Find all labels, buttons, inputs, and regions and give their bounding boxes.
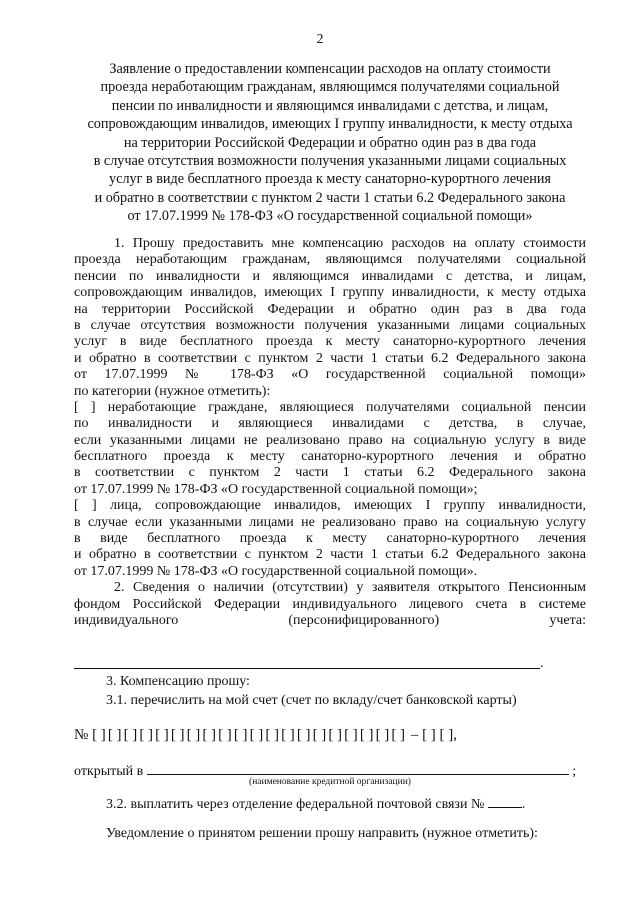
bank-caption: (наименование кредитной организации) xyxy=(249,777,411,787)
para-line: по категории (нужное отметить): xyxy=(74,383,271,399)
option-line: в случае если указанными лицами не реализовано право на социальную услугу xyxy=(74,514,586,530)
option-line: если указанными лицами не реализовано право на социальную услугу в виде xyxy=(74,432,586,448)
title-line: пенсии по инвалидности и являющимся инвалидами с детства, и лицам, xyxy=(111,97,549,114)
bank-name-field[interactable] xyxy=(147,760,569,775)
paragraph-2 xyxy=(74,580,586,629)
account-digit-box[interactable]: [ ] xyxy=(375,727,390,743)
title-line: Заявление о предоставлении компенсации расходов на оплату стоимости xyxy=(109,61,551,77)
account-digit-box[interactable]: [ ] xyxy=(359,727,374,743)
account-digit-box[interactable]: [ ] xyxy=(92,727,106,743)
option-line: и обратно в соответствии с пунктом 2 части 1 статьи 6.2 Федерального закона xyxy=(74,547,586,563)
option-line: от 17.07.1999 № 178-ФЗ «О государственной социальной помощи»; xyxy=(74,481,478,497)
account-digit-box[interactable]: [ ] xyxy=(296,727,311,743)
option-line: по инвалидности и являющиеся инвалидами с детства, в случае, xyxy=(74,416,586,432)
paragraph-1 xyxy=(74,236,586,629)
opened-in-end: ; xyxy=(572,764,577,779)
dot-mark: . xyxy=(540,656,544,671)
category-option-1[interactable] xyxy=(74,400,586,498)
account-digit-box[interactable]: [ ] xyxy=(155,727,169,743)
para-line: в случае отсутствия возможности получения указанными лицами социальных xyxy=(74,317,586,333)
account-digit-box[interactable]: [ ] xyxy=(139,727,154,743)
notice-text: Уведомление о принятом решении прошу направить (нужное отметить): xyxy=(106,826,538,841)
account-digit-box[interactable]: [ ] xyxy=(170,727,185,743)
option-line: в виде бесплатного проезда к месту санаторно-курортного лечения xyxy=(74,531,586,547)
para-line: 1. Прошу предоставить мне компенсацию расходов на оплату стоимости xyxy=(114,236,586,251)
account-digit-box[interactable]: [ ] xyxy=(249,727,264,743)
para-line: на территории Российской Федерации и обратно один раз в два года xyxy=(74,301,586,317)
account-digit-box[interactable]: [ ] xyxy=(107,727,122,743)
title-line: услуг в виде бесплатного проезда к месту санаторно-курортного лечения xyxy=(109,171,551,188)
para-3-heading: 3. Компенсацию прошу: xyxy=(106,674,250,689)
option-line: бесплатного проезда к месту санаторно-курортного лечения и обратно xyxy=(74,449,586,465)
para-3-1-text: 3.1. перечислить на мой счет (счет по вкладу/счет банковской карты) xyxy=(106,693,517,708)
para-line: фондом Российской Федерации индивидуального лицевого счета в системе xyxy=(74,596,586,612)
account-digit-box[interactable]: [ ] xyxy=(328,727,343,743)
document-title xyxy=(60,60,600,226)
account-digit-box[interactable]: [ ] xyxy=(391,727,406,743)
option-line: от 17.07.1999 № 178-ФЗ «О государственной социальной помощи». xyxy=(74,563,478,579)
para-3-1-row xyxy=(74,693,586,709)
para-3-2-row xyxy=(74,793,586,813)
para-3-2-text: 3.2. выплатить через отделение федеральной почтовой связи № xyxy=(106,797,485,812)
account-digit-box[interactable]: [ ] xyxy=(218,727,232,743)
option-line: [ ] лица, сопровождающие инвалидов, имеющих I группу инвалидности, xyxy=(74,498,586,514)
opened-in-label: открытый в xyxy=(74,764,144,779)
account-digit-box[interactable]: [ ] xyxy=(202,727,217,743)
title-line: на территории Российской Федерации и обратно один раз в два года xyxy=(123,134,537,151)
pension-account-answer-line[interactable] xyxy=(74,668,540,669)
para-3-heading-row xyxy=(74,674,586,690)
para-line: от 17.07.1999 № 178-ФЗ «О государственной социальной помощи» xyxy=(74,367,586,383)
category-option-2[interactable] xyxy=(74,498,586,580)
account-suffix: – [ ] [ ], xyxy=(410,727,458,743)
para-line: и обратно в соответствии с пунктом 2 части 1 статьи 6.2 Федерального закона xyxy=(74,350,586,366)
para-line: сопровождающим инвалидов, имеющих I группу инвалидности, к месту отдыха xyxy=(74,285,586,301)
notice-row xyxy=(74,826,586,842)
account-digit-box[interactable]: [ ] xyxy=(312,727,327,743)
account-digit-box[interactable]: [ ] xyxy=(344,727,358,743)
account-digit-boxes[interactable] xyxy=(92,727,407,743)
account-number-field[interactable] xyxy=(74,727,586,744)
title-line: в случае отсутствия возможности получения указанными лицами социальных xyxy=(93,153,567,170)
para-line: услуг в виде бесплатного проезда к месту санаторно-курортного лечения xyxy=(74,334,586,350)
para-line: индивидуального (персонифицированного) учета: xyxy=(74,612,586,628)
para-line: 2. Сведения о наличии (отсутствии) у заявителя открытого Пенсионным xyxy=(114,580,586,596)
para-line: пенсии по инвалидности и являющимся инвалидами с детства, и лицам, xyxy=(74,268,586,284)
para-line: проезда неработающим гражданам, являющимся получателями социальной xyxy=(74,252,586,268)
account-digit-box[interactable]: [ ] xyxy=(233,727,248,743)
page-number: 2 xyxy=(316,32,324,47)
account-digit-box[interactable]: [ ] xyxy=(186,727,201,743)
option-line: в соответствии с пунктом 2 части 1 статьи 6.2 Федерального закона xyxy=(74,465,586,481)
title-line: сопровождающим инвалидов, имеющих I группу инвалидности, к месту отдыха xyxy=(87,116,573,133)
title-line: проезда неработающим гражданам, являющимся получателями социальной xyxy=(100,79,560,96)
post-office-number-field[interactable] xyxy=(488,793,522,808)
para-3-2-end: . xyxy=(521,797,526,812)
title-line: и обратно в соответствии с пунктом 2 части 1 статьи 6.2 Федерального закона xyxy=(94,189,566,206)
title-line: от 17.07.1999 № 178-ФЗ «О государственной социальной помощи» xyxy=(127,208,533,225)
account-number-sign: № xyxy=(74,727,89,743)
account-digit-box[interactable]: [ ] xyxy=(265,727,280,743)
account-digit-box[interactable]: [ ] xyxy=(123,727,138,743)
option-line: [ ] неработающие граждане, являющиеся получателями социальной пенсии xyxy=(74,399,586,415)
account-digit-box[interactable]: [ ] xyxy=(281,727,295,743)
